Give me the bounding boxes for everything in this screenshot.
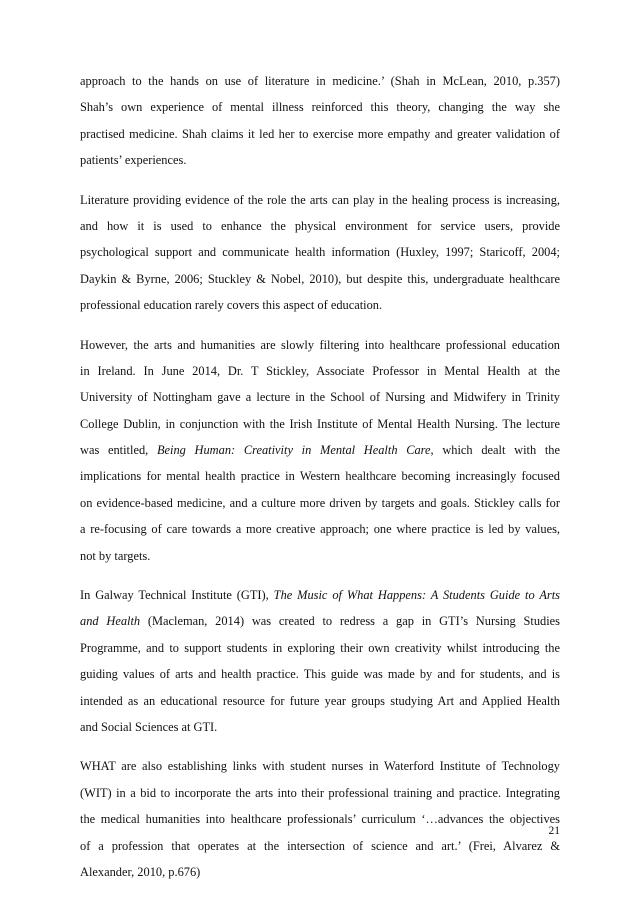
text-line [80, 661, 560, 687]
text-line [80, 688, 560, 714]
text-segment: guiding values of arts and health practice. This guide was made by and for students, and is [80, 667, 560, 682]
text-line [80, 292, 560, 318]
paragraph [80, 187, 560, 319]
text-line [80, 437, 560, 463]
body-text [80, 68, 560, 898]
text-segment: Literature providing evidence of the role the arts can play in the healing process is increasing, [80, 192, 560, 207]
page-number: 21 [548, 825, 560, 837]
text-line [80, 780, 560, 806]
text-segment: implications for mental health practice in Western healthcare becoming increasingly focused [80, 469, 560, 484]
text-line [80, 239, 560, 265]
text-line [80, 463, 560, 489]
text-segment: and how it is used to enhance the physical environment for service users, provide [80, 218, 560, 233]
text-segment: the medical humanities into healthcare professionals’ curriculum ‘…advances the objectives [80, 812, 560, 827]
text-line [80, 490, 560, 516]
text-segment: Programme, and to support students in exploring their own creativity whilst introducing the [80, 640, 560, 655]
text-line [80, 608, 560, 634]
text-segment: practised medicine. Shah claims it led her to exercise more empathy and greater validation of [80, 126, 560, 141]
text-line [80, 714, 560, 740]
text-segment: In Galway Technical Institute (GTI), [80, 588, 274, 603]
text-segment: Alexander, 2010, p.676) [80, 864, 201, 879]
text-line [80, 213, 560, 239]
text-line [80, 332, 560, 358]
text-segment: Daykin & Byrne, 2006; Stuckley & Nobel, 2010), but despite this, undergraduate healthcare [80, 271, 560, 286]
text-line [80, 543, 560, 569]
text-line [80, 516, 560, 542]
paragraph [80, 68, 560, 174]
text-segment: patients’ experiences. [80, 153, 187, 168]
text-segment: Shah’s own experience of mental illness reinforced this theory, changing the way she [80, 100, 560, 115]
text-line [80, 806, 560, 832]
text-line [80, 833, 560, 859]
paragraph [80, 332, 560, 570]
text-line [80, 68, 560, 94]
text-line [80, 411, 560, 437]
text-line [80, 384, 560, 410]
text-line [80, 121, 560, 147]
text-segment: and Social Sciences at GTI. [80, 719, 218, 734]
italic-title: The Music of What Happens: A Students Guide to Arts [273, 588, 560, 603]
text-line [80, 266, 560, 292]
text-segment: on evidence-based medicine, and a culture more driven by targets and goals. Stickley calls for [80, 495, 560, 510]
text-segment: (WIT) in a bid to incorporate the arts into their professional training and practice. Integrating [80, 785, 560, 800]
text-segment: in Ireland. In June 2014, Dr. T Stickley, Associate Professor in Mental Health at the [80, 363, 560, 378]
text-segment: approach to the hands on use of literature in medicine.’ (Shah in McLean, 2010, p.357) [80, 74, 560, 88]
text-segment: College Dublin, in conjunction with the Irish Institute of Mental Health Nursing. The lecture [80, 416, 560, 431]
text-segment: a re-focusing of care towards a more creative approach; one where practice is led by values, [80, 522, 560, 537]
text-segment: (Macleman, 2014) was created to redress a gap in GTI’s Nursing Studies [140, 614, 560, 629]
text-line [80, 859, 560, 885]
paragraph [80, 753, 560, 885]
text-segment: psychological support and communicate health information (Huxley, 1997; Staricoff, 2004; [80, 245, 560, 260]
text-line [80, 187, 560, 213]
italic-title: and Health [80, 614, 141, 629]
paragraph [80, 582, 560, 740]
text-segment: was entitled, [80, 443, 157, 458]
text-line [80, 358, 560, 384]
text-line [80, 94, 560, 120]
text-segment: intended as an educational resource for future year groups studying Art and Applied Health [80, 693, 560, 708]
text-line [80, 582, 560, 608]
text-segment: of a profession that operates at the intersection of science and art.’ (Frei, Alvarez & [80, 838, 560, 853]
text-segment: , which dealt with the [430, 443, 560, 458]
text-segment: not by targets. [80, 548, 151, 563]
text-segment: professional education rarely covers this aspect of education. [80, 298, 383, 313]
text-line [80, 635, 560, 661]
text-line [80, 147, 560, 173]
text-line [80, 753, 560, 779]
text-segment: University of Nottingham gave a lecture in the School of Nursing and Midwifery in Trinity [80, 390, 560, 405]
italic-title: Being Human: Creativity in Mental Health Care [156, 443, 431, 458]
text-segment: However, the arts and humanities are slowly filtering into healthcare professional education [80, 337, 560, 352]
text-segment: WHAT are also establishing links with student nurses in Waterford Institute of Technology [80, 759, 560, 774]
